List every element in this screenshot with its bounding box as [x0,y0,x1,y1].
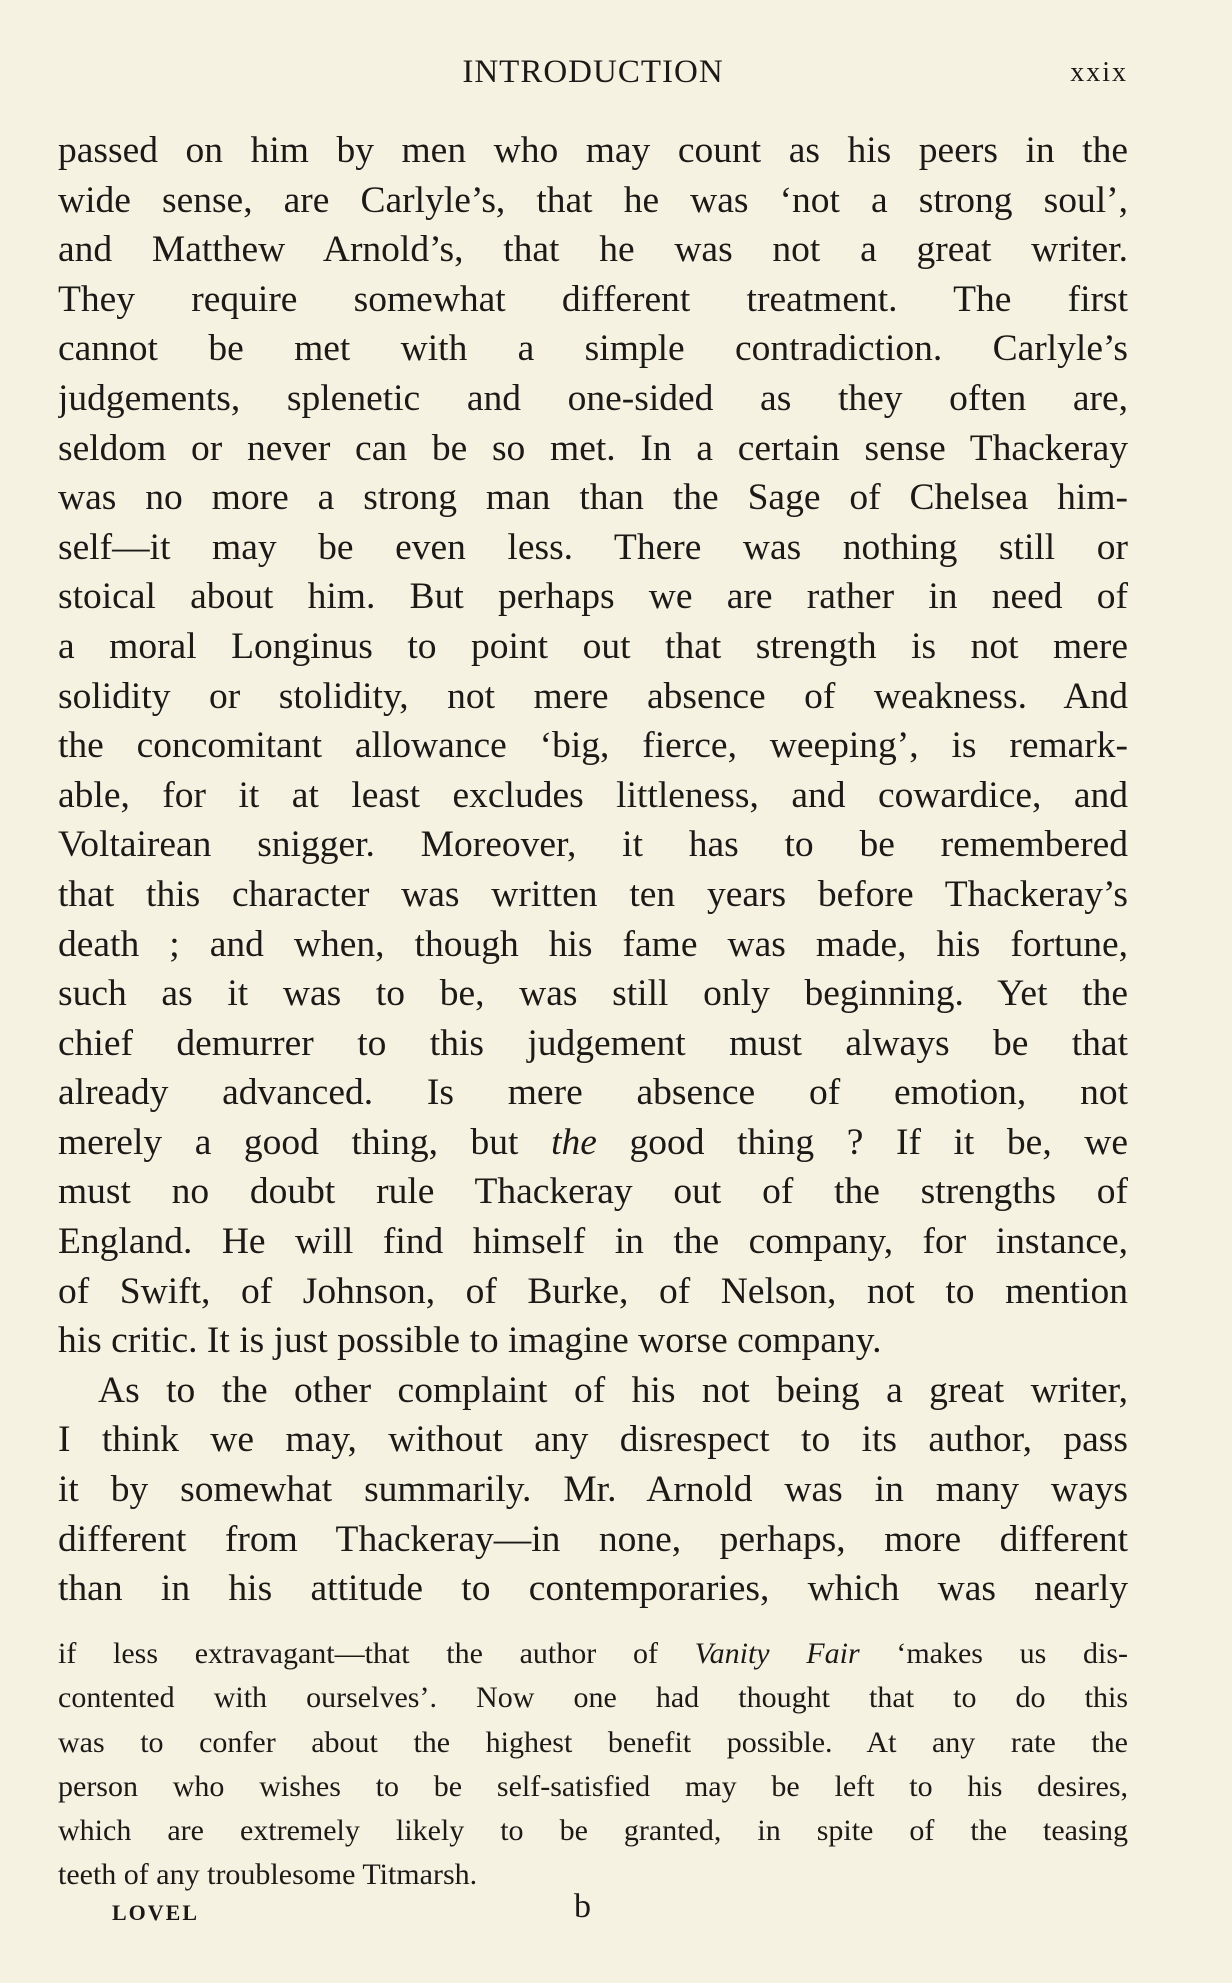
body-line: wide sense, are Carlyle’s, that he was ‘not a strong soul’, [58,179,1128,221]
body-line: They require somewhat different treatment. The first [58,278,1128,320]
running-header [58,50,1128,94]
footnote-line: person who wishes to be self-satisfied may be left to his desires, [58,1769,1128,1803]
italic-word: the [551,1121,597,1163]
body-line: was no more a strong man than the Sage of Chelsea him- [58,477,1128,519]
body-line: self—it may be even less. There was nothing still or [58,526,1128,568]
body-line: already advanced. Is mere absence of emotion, not [58,1072,1128,1114]
body-line: passed on him by men who may count as his peers in the [58,130,1128,171]
body-line: solidity or stolidity, not mere absence of weakness. And [58,675,1128,717]
body-line: judgements, splenetic and one-sided as they often are, [58,377,1128,419]
footnote-line: was to confer about the highest benefit possible. At any rate the [58,1725,1128,1759]
body-line: able, for it at least excludes littleness, and cowardice, and [58,774,1128,816]
body-line-with-italic [58,1118,1128,1168]
body-line: that this character was written ten years before Thackeray’s [58,873,1128,915]
body-line: and Matthew Arnold’s, that he was not a great writer. [58,229,1128,271]
line-text: ‘makes us dis- [859,1637,1128,1670]
body-line: chief demurrer to this judgement must always be that [58,1022,1128,1064]
body-line: of Swift, of Johnson, of Burke, of Nelson, not to mention [58,1270,1128,1312]
footnote-line-with-italic [58,1632,1128,1676]
footnote [58,1632,1128,1898]
line-text: if less extravagant—that the author of [58,1637,695,1670]
footnote-line: teeth of any troublesome Titmarsh. [58,1858,478,1892]
body-line: Voltairean snigger. Moreover, it has to be remembered [58,824,1128,866]
body-line: than in his attitude to contemporaries, which was nearly [58,1568,1128,1610]
signature-letter: b [574,1888,591,1925]
body-line: stoical about him. But perhaps we are rather in need of [58,576,1128,618]
line-text: merely a good thing, but [58,1121,552,1163]
body-line: such as it was to be, was still only beginning. Yet the [58,973,1128,1015]
body-line: it by somewhat summarily. Mr. Arnold was in many ways [58,1469,1128,1511]
italic-title: Vanity Fair [694,1637,860,1670]
footnote-line: contented with ourselves’. Now one had thought that to do this [58,1681,1128,1715]
body-line: a moral Longinus to point out that strength is not mere [58,625,1128,667]
body-line: I think we may, without any disrespect to its author, pass [58,1419,1128,1461]
body-line: England. He will find himself in the company, for instance, [58,1221,1128,1263]
body-line: death ; and when, though his fame was made, his fortune, [58,923,1128,965]
footnote-line: which are extremely likely to be granted, in spite of the teasing [58,1814,1128,1848]
line-text: good thing ? If it be, we [596,1121,1128,1163]
body-line: his critic. It is just possible to imagine worse company. [58,1320,882,1362]
body-line-paragraph-start: As to the other complaint of his not being a great writer, [98,1369,1128,1411]
body-line: must no doubt rule Thackeray out of the strengths of [58,1171,1128,1213]
body-text [58,126,1128,1614]
page-number: xxix [1070,57,1128,88]
header-title: INTRODUCTION [462,54,724,90]
body-line: different from Thackeray—in none, perhaps, more different [58,1518,1128,1560]
body-line: cannot be met with a simple contradiction. Carlyle’s [58,328,1128,370]
body-line: the concomitant allowance ‘big, fierce, weeping’, is remark- [58,725,1128,767]
body-line: seldom or never can be so met. In a certain sense Thackeray [58,427,1128,469]
signature-label: LOVEL [112,1900,200,1925]
